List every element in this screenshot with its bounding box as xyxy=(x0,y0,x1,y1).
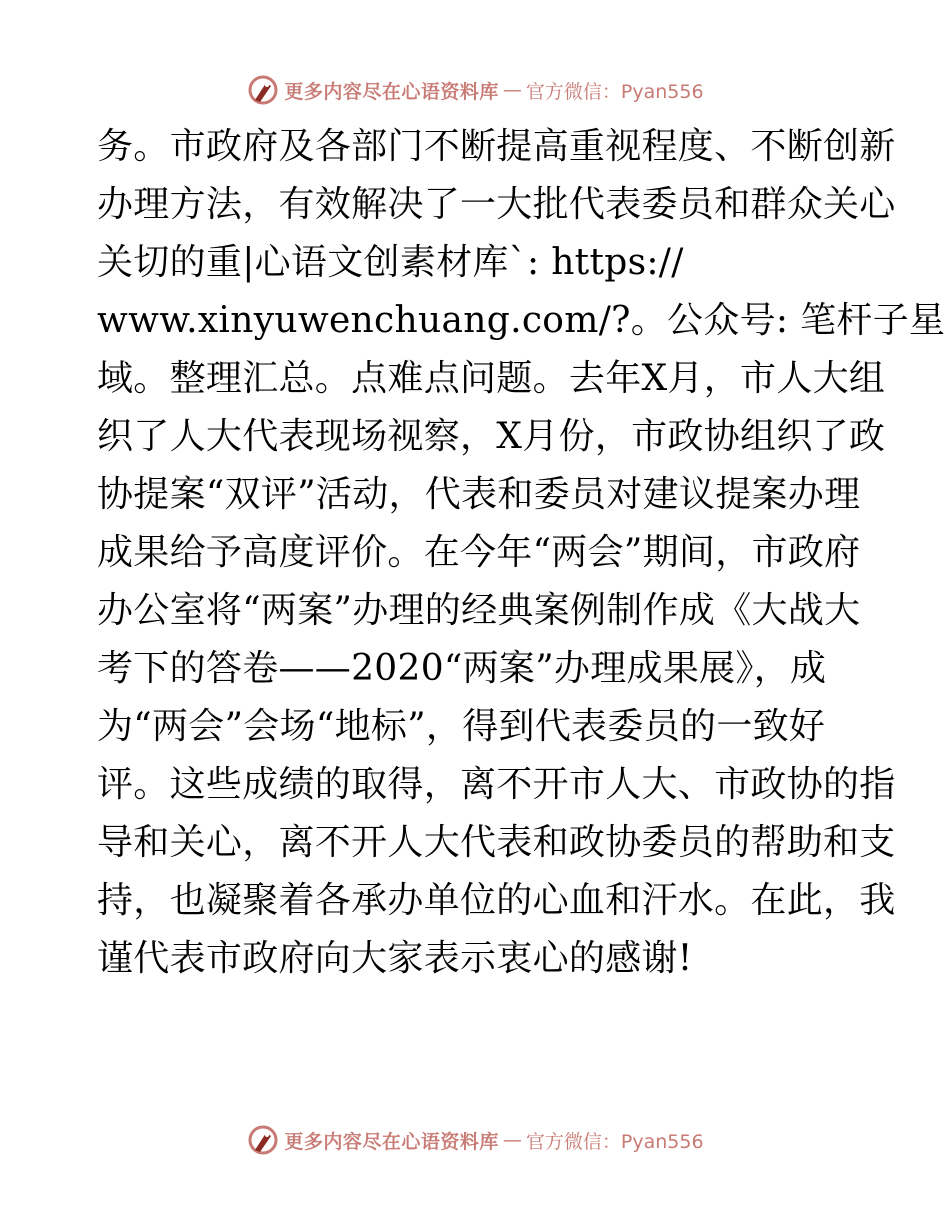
text-line: 成果给予高度评价。在今年“两会”期间，市政府 xyxy=(97,532,861,573)
watermark-contact: 官方微信：Pyan556 xyxy=(525,80,704,103)
text-line: 评。这些成绩的取得，离不开市人大、市政协的指 xyxy=(97,764,896,805)
header-watermark xyxy=(0,70,950,110)
text-line: 考下的答卷——2020“两案”办理成果展》，成 xyxy=(97,648,827,689)
document-body xyxy=(97,118,946,988)
watermark-text: 更多内容尽在心语资料库 xyxy=(284,80,499,103)
text-line: 务。市政府及各部门不断提高重视程度、不断创新 xyxy=(97,126,896,167)
text-line: 持，也凝聚着各承办单位的心血和汗水。在此，我 xyxy=(97,880,896,921)
text-line: www.xinyuwenchuang.com/?。公众号: 笔杆子星 xyxy=(97,300,946,341)
text-line: 关切的重|心语文创素材库`: https:// xyxy=(97,242,684,283)
watermark-dash: — xyxy=(502,79,522,101)
text-line: 办理方法，有效解决了一大批代表委员和群众关心 xyxy=(97,184,896,225)
pen-nib-circle-icon xyxy=(246,73,280,107)
watermark-text: 更多内容尽在心语资料库 xyxy=(284,1130,499,1153)
text-line: 为“两会”会场“地标”，得到代表委员的一致好 xyxy=(97,706,826,747)
pen-nib-circle-icon xyxy=(246,1123,280,1157)
text-line: 域。整理汇总。点难点问题。去年X月，市人大组 xyxy=(97,358,886,399)
watermark-contact: 官方微信：Pyan556 xyxy=(525,1130,704,1153)
text-line: 协提案“双评”活动，代表和委员对建议提案办理 xyxy=(97,474,861,515)
text-line: 织了人大代表现场视察，X月份，市政协组织了政 xyxy=(97,416,886,457)
footer-watermark xyxy=(0,1120,950,1160)
text-line: 办公室将“两案”办理的经典案例制作成《大战大 xyxy=(97,590,861,631)
watermark-dash: — xyxy=(502,1129,522,1151)
text-line: 谨代表市政府向大家表示衷心的感谢! xyxy=(97,938,693,979)
text-line: 导和关心，离不开人大代表和政协委员的帮助和支 xyxy=(97,822,896,863)
